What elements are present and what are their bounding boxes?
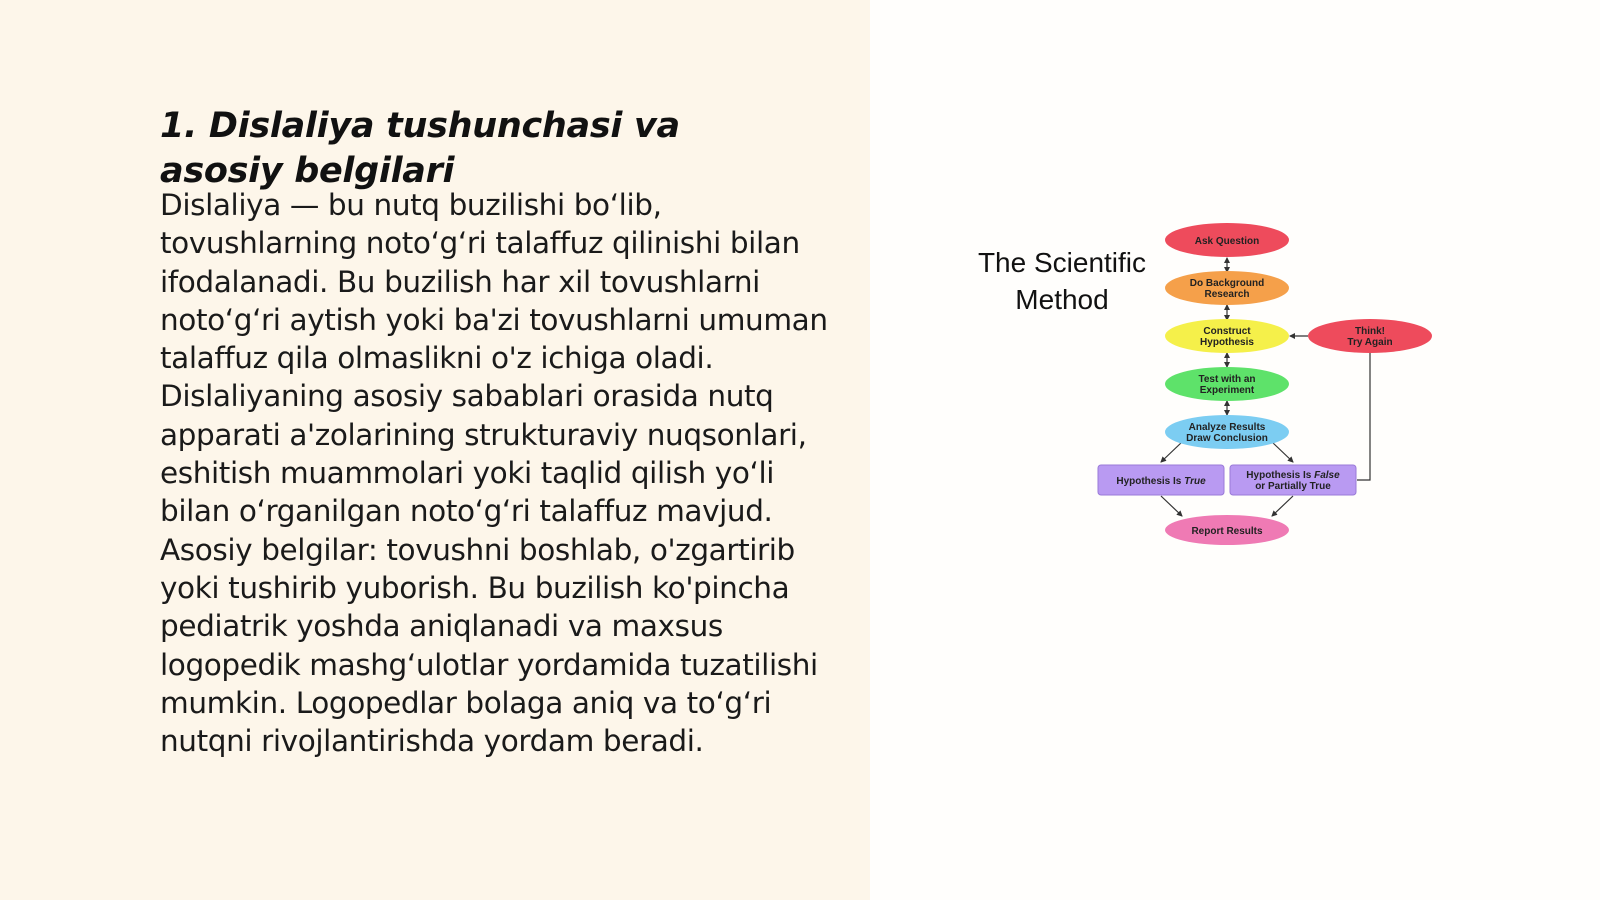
step-background-research (1165, 271, 1289, 305)
step-report-label: Report Results (1191, 526, 1263, 537)
step-background-label-2: Research (1204, 289, 1250, 300)
step-hypothesis-label-2: Hypothesis (1200, 337, 1254, 348)
step-analyze-label-1: Analyze Results (1188, 422, 1266, 433)
step-false-label-2: or Partially True (1255, 481, 1331, 492)
step-hypothesis-label-1: Construct (1203, 326, 1251, 337)
step-false-label-1: Hypothesis Is False (1246, 470, 1340, 481)
step-ask-question-label: Ask Question (1194, 236, 1260, 247)
step-true-label: Hypothesis Is True (1116, 476, 1206, 487)
step-hypothesis-false (1230, 465, 1356, 495)
step-analyze-label-2: Draw Conclusion (1186, 433, 1268, 444)
diagram-title-line2: Method (1015, 284, 1109, 315)
step-think-label-2: Try Again (1347, 337, 1393, 348)
step-construct-hypothesis (1165, 319, 1289, 353)
diagram-title-line1: The Scientific (977, 247, 1147, 278)
step-think-try-again (1308, 319, 1432, 353)
step-hypothesis-true (1098, 465, 1224, 495)
step-ask-question (1165, 223, 1289, 257)
slide-body-text: Dislaliya — bu nutq buzilishi bo‘lib, tovushlarning noto‘g‘ri talaffuz qilinishi bilan ifodalanadi. Bu buzilish har xil tovushlarni noto‘g‘ri aytish yoki ba'zi tovushlarni umuman talaffuz qila olmaslikni o'z ichiga oladi. Dislaliyaning asosiy sabablari orasida nutq apparati a'zolarining strukturaviy nuqsonlari, eshitish muammolari yoki taqlid qilish yo‘li bilan o‘rganilgan noto‘g‘ri talaffuz mavjud. Asosiy belgilar: tovushni boshlab, o'zgartirib yoki tushirib yuborish. Bu buzilish ko'pincha pediatrik yoshda aniqlanadi va maxsus logopedik mashg‘ulotlar yordamida tuzatilishi mumkin. Logopedlar bolaga aniq va to‘g‘ri nutqni rivojlantirishda yordam beradi. (160, 188, 828, 759)
step-report-results (1165, 515, 1289, 545)
step-experiment-label-2: Experiment (1199, 385, 1255, 396)
step-experiment-label-1: Test with an (1198, 374, 1256, 385)
slide-title: 1. Dislaliya tushunchasi va asosiy belgilari (160, 106, 680, 191)
step-background-label-1: Do Background (1189, 278, 1265, 289)
scientific-method-diagram (960, 220, 1440, 560)
step-test-experiment (1165, 367, 1289, 401)
step-think-label-1: Think! (1355, 326, 1385, 337)
step-analyze-results (1165, 415, 1289, 449)
